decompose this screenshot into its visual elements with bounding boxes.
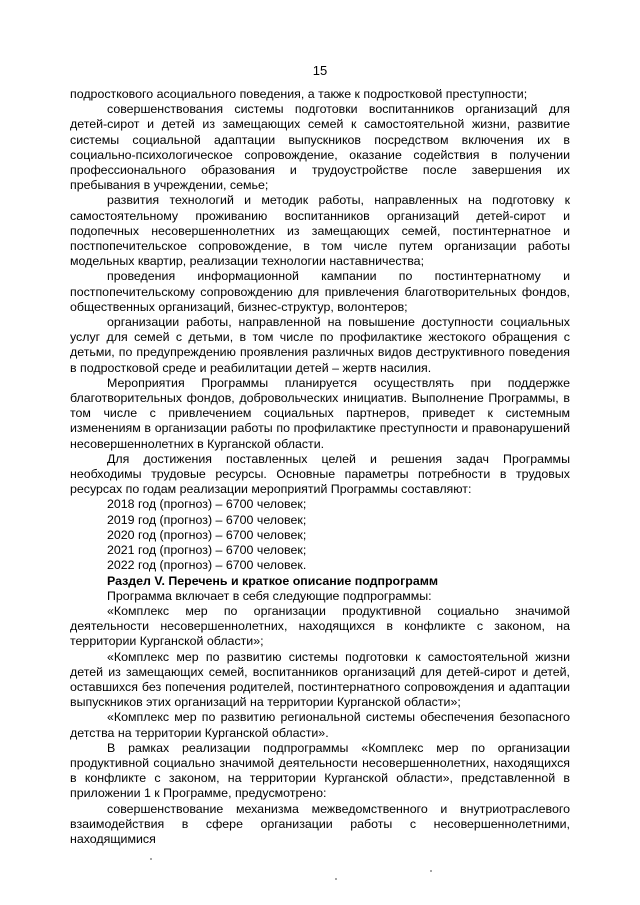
paragraph: Мероприятия Программы планируется осуществлять при поддержке благотворительных фондов, добровольческих инициатив. Выполнение Программы, в том числе с привлечением социальных партнеров, приведет к системным изменениям в организации работы по профилактике преступности и правонарушений несовершеннолетних в Курганской области. xyxy=(70,375,570,451)
forecast-line: 2022 год (прогноз) – 6700 человек. xyxy=(107,558,307,573)
paragraph: Для достижения поставленных целей и решения задач Программы необходимы трудовые ресурсы. Основные параметры потребности в трудовых ресурсах по годам реализации мероприятий Программы составляют: xyxy=(70,451,570,497)
paragraph: «Комплекс мер по развитию системы подготовки к самостоятельной жизни детей из замещающих семей, воспитанников организаций для детей-сирот и детей, оставшихся без попечения родителей, постинтернатного сопровождения и адаптации выпускников этих организаций на территории Курганской области»; xyxy=(70,649,570,710)
paragraph: подросткового асоциального поведения, а также к подростковой преступности; xyxy=(70,87,528,101)
document-body xyxy=(70,87,570,847)
paragraph: «Комплекс мер по развитию региональной системы обеспечения безопасного детства на территории Курганской области». xyxy=(70,710,570,740)
forecast-line: 2018 год (прогноз) – 6700 человек; xyxy=(107,497,307,512)
scan-speck xyxy=(430,870,432,872)
scan-speck xyxy=(150,858,152,860)
paragraph: организации работы, направленной на повышение доступности социальных услуг для семей с детьми, в том числе по профилактике жестокого обращения с детьми, по предупреждению проявления различных видов деструктивного поведения в подростковой среде и реабилитации детей – жертв насилия. xyxy=(70,315,570,375)
forecast-line: 2021 год (прогноз) – 6700 человек; xyxy=(107,543,307,558)
section-heading: Раздел V. Перечень и краткое описание подпрограмм xyxy=(107,573,439,588)
paragraph: развития технологий и методик работы, направленных на подготовку к самостоятельному проживанию воспитанников организаций детей-сирот и подопечных несовершеннолетних из замещающих семей, постинтернатное и постпопечительское сопровождение, в том числе путем организации работы модельных квартир, реализации технологии наставничества; xyxy=(70,193,570,269)
paragraph: совершенствование механизма межведомственного и внутриотраслевого взаимодействия в сфере организации работы с несовершеннолетними, находящимися xyxy=(70,801,570,846)
forecast-line: 2020 год (прогноз) – 6700 человек; xyxy=(107,527,307,542)
forecast-list xyxy=(70,497,570,573)
page-number: 15 xyxy=(312,63,328,78)
paragraph: В рамках реализации подпрограммы «Комплекс мер по организации продуктивной социально значимой деятельности несовершеннолетних, находящихся в конфликте с законом, на территории Курганской области», представленной в приложении 1 к Программе, предусмотрено: xyxy=(70,740,570,801)
forecast-line: 2019 год (прогноз) – 6700 человек; xyxy=(107,512,307,527)
scan-speck xyxy=(335,878,337,880)
paragraph: совершенствования системы подготовки воспитанников организаций для детей-сирот и детей из замещающих семей к самостоятельной жизни, развитие системы социальной адаптации выпускников посредством включения их в социально-психологическое сопровождение, оказание содействия в получении профессионального образования и трудоустройстве после завершения их пребывания в учреждении, семье; xyxy=(70,102,570,193)
paragraph: «Комплекс мер по организации продуктивной социально значимой деятельности несовершеннолетних, находящихся в конфликте с законом, на территории Курганской области»; xyxy=(70,603,570,649)
paragraph: Программа включает в себя следующие подпрограммы: xyxy=(107,588,432,603)
paragraph: проведения информационной кампании по постинтернатному и постпопечительскому сопровождению для привлечения благотворительных фондов, общественных организаций, бизнес-структур, волонтеров; xyxy=(70,269,570,314)
